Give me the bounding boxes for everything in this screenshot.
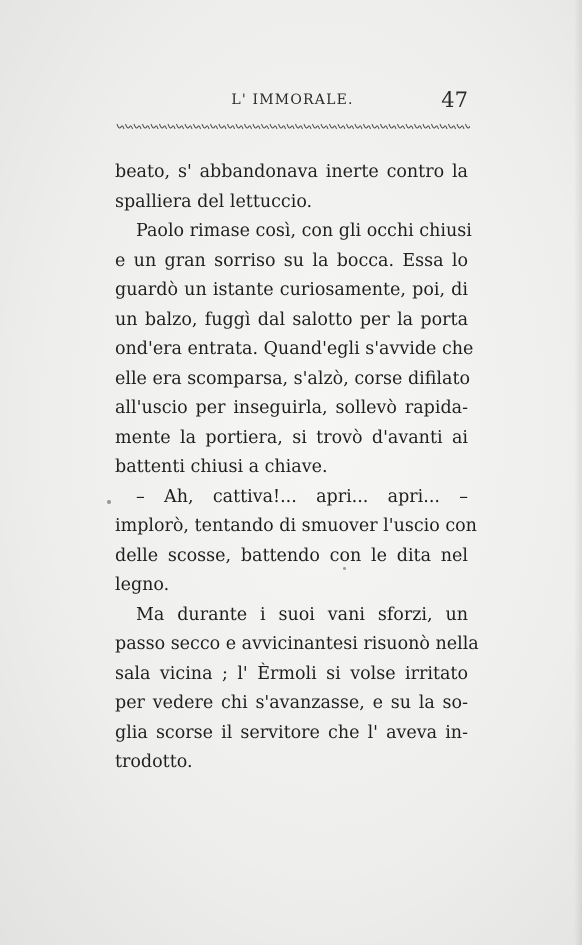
ink-speck: [107, 500, 111, 504]
ornament-flourish: [466, 124, 471, 129]
text-line: implorò, tentando di smuover l'uscio con: [115, 516, 477, 536]
page-edge-shadow: [574, 0, 582, 945]
ornament-flourish: [245, 124, 252, 129]
ornament-flourish: [432, 124, 439, 129]
ornament-flourish: [194, 124, 201, 129]
ornament-flourish: [304, 124, 311, 129]
text-line: elle era scomparsa, s'alzò, corse difilato: [115, 368, 471, 389]
text-line: all'uscio per inseguirla, sollevò rapida-: [115, 398, 468, 418]
text-line: per vedere chi s'avanzasse, e su la so-: [115, 693, 468, 713]
text-line: un balzo, fuggì dal salotto per la porta: [115, 309, 468, 330]
ornament-flourish: [270, 124, 277, 129]
text-line: Ma durante i suoi vani sforzi, un: [136, 604, 468, 625]
text-line: legno.: [115, 575, 170, 595]
ornament-flourish: [253, 124, 260, 129]
body-text: [115, 158, 479, 778]
ornament-flourish: [457, 124, 464, 129]
text-line: sala vicina ; l' Èrmoli si volse irritato: [115, 663, 468, 684]
running-head: [115, 88, 470, 118]
ornament-flourish: [440, 124, 447, 129]
text-line: trodotto.: [115, 752, 193, 772]
text-line: glia scorse il servitore che l' aveva in-: [115, 722, 468, 743]
ornament-flourish: [177, 124, 184, 129]
text-line: e un gran sorriso su la bocca. Essa lo: [115, 250, 468, 271]
ornament-flourish: [381, 124, 388, 129]
text-line: guardò un istante curiosamente, poi, di: [115, 280, 468, 300]
ornament-flourish: [415, 124, 422, 129]
ornament-flourish: [126, 124, 133, 129]
text-line: spalliera del lettuccio.: [115, 191, 313, 212]
text-line: passo secco e avvicinantesi risuonò nella: [115, 634, 479, 654]
text-line: delle scosse, battendo con le dita nel: [115, 545, 468, 566]
ornament-flourish: [372, 124, 379, 129]
text-line: beato, s' abbandonava inerte contro la: [115, 162, 468, 182]
text-line: Paolo rimase così, con gli occhi chiusi: [136, 221, 472, 241]
ornament-flourish: [168, 124, 175, 129]
running-title: L' IMMORALE.: [231, 92, 354, 108]
ornament-flourish: [185, 124, 192, 129]
ornament-flourish: [364, 124, 371, 129]
ornament-flourish: [143, 124, 150, 129]
ornament-flourish: [262, 124, 269, 129]
text-line: ond'era entrata. Quand'egli s'avvide che: [115, 339, 474, 359]
ornament-flourish: [423, 124, 430, 129]
ornament-flourish: [211, 124, 218, 129]
page-number: 47: [441, 88, 468, 112]
text-line: mente la portiera, si trovò d'avanti ai: [115, 427, 468, 448]
ornament-flourish: [228, 124, 235, 129]
ornament-flourish: [321, 124, 328, 129]
text-line: battenti chiusi a chiave.: [115, 457, 328, 477]
ornament-flourish: [151, 124, 158, 129]
ornament-flourish: [117, 124, 124, 129]
ornament-flourish: [296, 124, 303, 129]
ornament-flourish: [406, 124, 413, 129]
ink-speck: [343, 567, 346, 570]
ornament-rule: [115, 121, 470, 133]
ornament-flourish: [219, 124, 226, 129]
ornament-flourish: [236, 124, 243, 129]
ornament-flourish: [160, 124, 167, 129]
text-line: – Ah, cattiva!... apri... apri... –: [136, 486, 468, 507]
ornament-flourish: [449, 124, 456, 129]
ornament-flourish: [347, 124, 354, 129]
ornament-flourish: [330, 124, 337, 129]
ornament-flourish: [398, 124, 405, 129]
ornament-flourish: [355, 124, 362, 129]
ornament-flourish: [202, 124, 209, 129]
ornament-flourish: [279, 124, 286, 129]
ornament-flourish: [313, 124, 320, 129]
ornament-flourish: [134, 124, 141, 129]
ornament-flourish: [287, 124, 294, 129]
ornament-flourish: [389, 124, 396, 129]
ornament-flourish: [338, 124, 345, 129]
